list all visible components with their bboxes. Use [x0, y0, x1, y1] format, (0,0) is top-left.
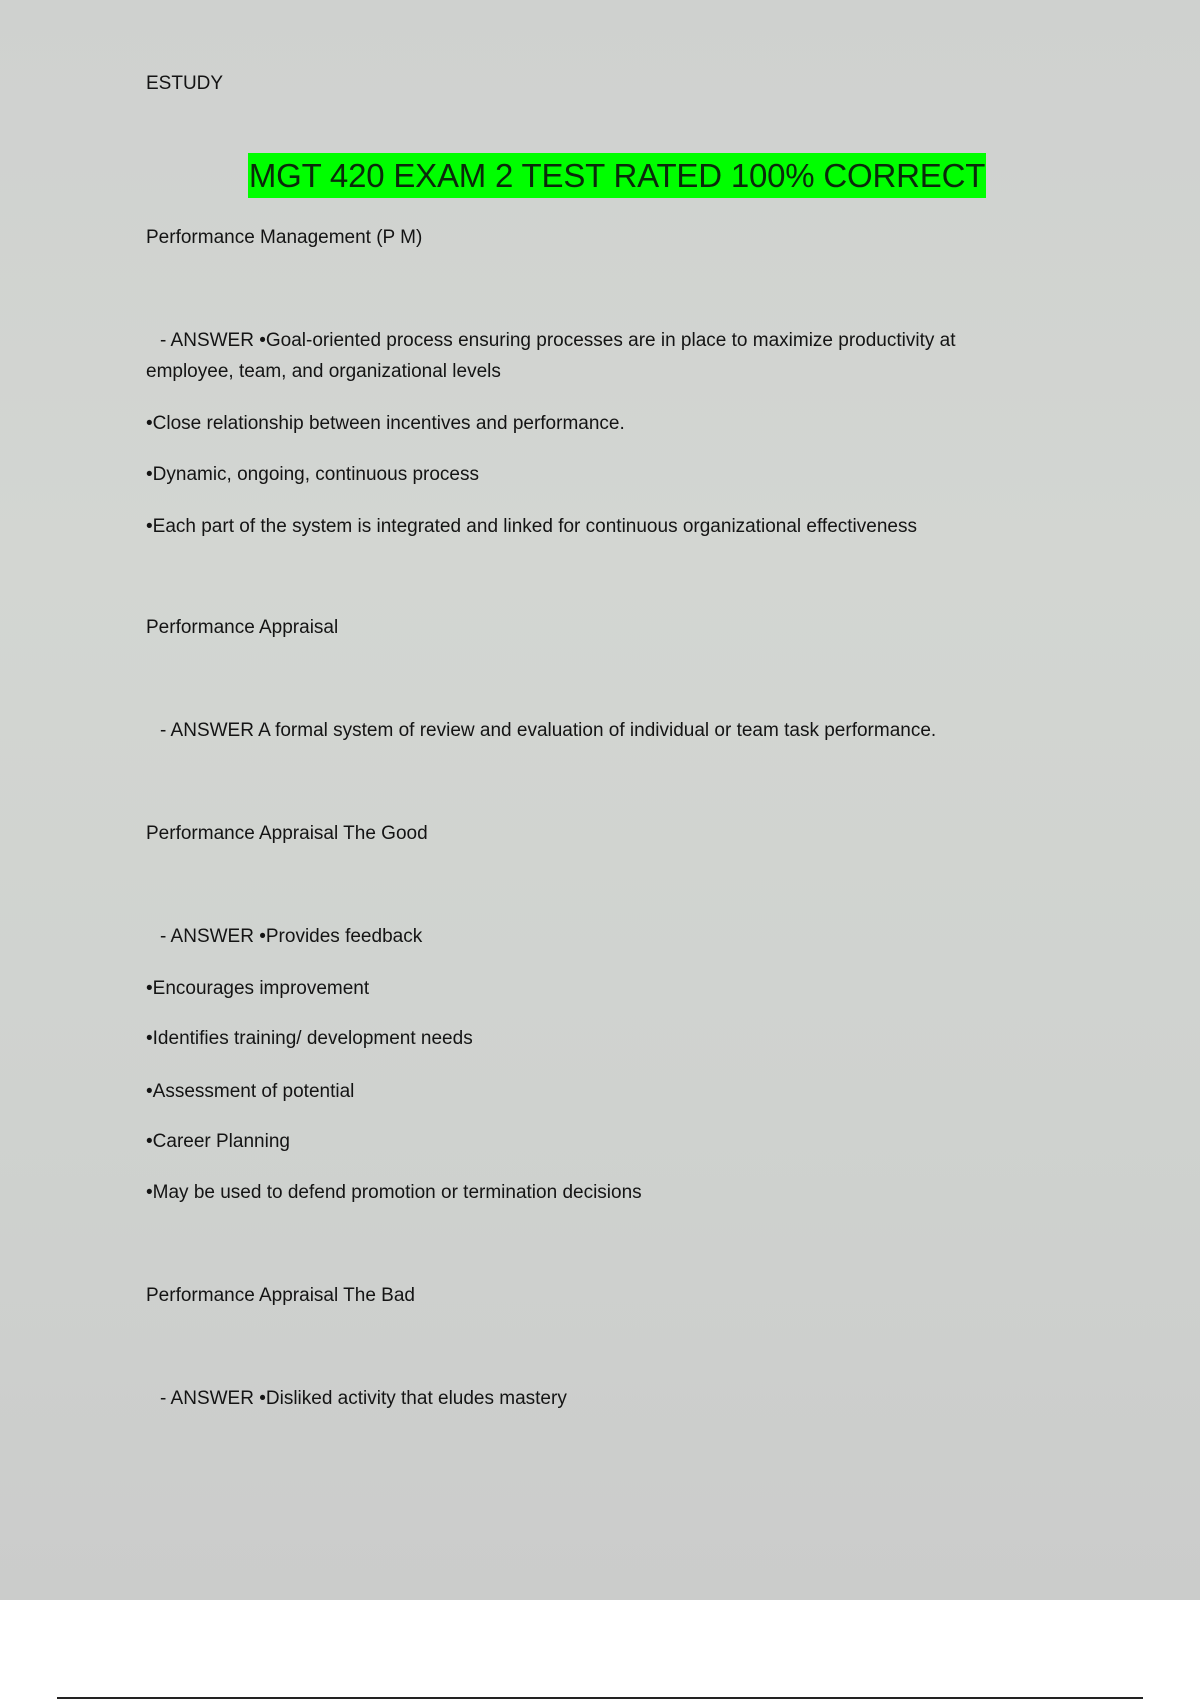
term-performance-management: Performance Management (P M): [146, 227, 423, 248]
footer-divider: [57, 1697, 1143, 1699]
bullet-item: •Each part of the system is integrated and linked for continuous organizational effectiveness: [146, 516, 917, 537]
bullet-item: •Career Planning: [146, 1131, 290, 1152]
bullet-item: •Close relationship between incentives and performance.: [146, 413, 625, 434]
bullet-item: •Dynamic, ongoing, continuous process: [146, 464, 480, 485]
answer-performance-appraisal: - ANSWER A formal system of review and evaluation of individual or team task performance.: [160, 720, 937, 741]
bullet-item: •May be used to defend promotion or termination decisions: [146, 1182, 642, 1203]
answer-performance-appraisal-good: - ANSWER •Provides feedback: [160, 926, 423, 947]
answer-performance-management: - ANSWER •Goal-oriented process ensuring processes are in place to maximize productivity at employee, team, and organizational levels: [146, 330, 956, 382]
title-row: [0, 153, 1200, 198]
bullet-item: •Assessment of potential: [146, 1081, 355, 1102]
bullet-item: •Encourages improvement: [146, 978, 370, 999]
term-performance-appraisal: Performance Appraisal: [146, 617, 339, 638]
bullet-item: •Identifies training/ development needs: [146, 1028, 473, 1049]
document-title: MGT 420 EXAM 2 TEST RATED 100% CORRECT: [248, 153, 986, 198]
brand-label: ESTUDY: [146, 73, 224, 94]
term-performance-appraisal-bad: Performance Appraisal The Bad: [146, 1285, 415, 1306]
term-performance-appraisal-good: Performance Appraisal The Good: [146, 823, 428, 844]
answer-performance-appraisal-bad: - ANSWER •Disliked activity that eludes mastery: [160, 1388, 567, 1409]
